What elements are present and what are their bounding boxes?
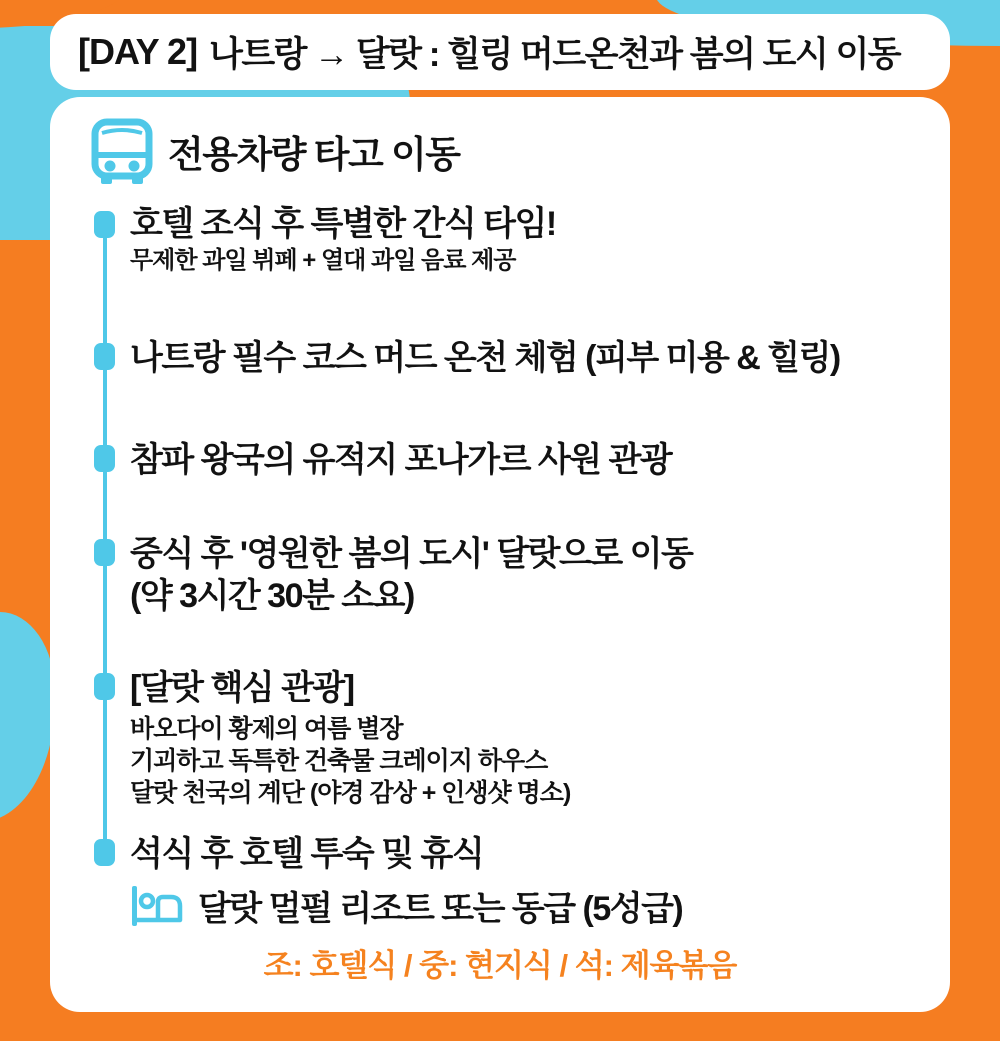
item-title: 석식 후 호텔 투숙 및 휴식 <box>130 835 484 873</box>
item-title: 참파 왕국의 유적지 포나가르 사원 관광 <box>130 441 672 479</box>
hotel-name: 달랏 멀펄 리조트 또는 동급 (5성급) <box>198 890 683 928</box>
itinerary-item-4 <box>130 533 692 617</box>
item-detail: 달랏 천국의 계단 (야경 감상 + 인생샷 명소) <box>130 779 571 807</box>
day-label: [DAY 2] <box>78 31 198 72</box>
item-title: 중식 후 '영원한 봄의 도시' 달랏으로 이동 <box>130 535 693 573</box>
background-blob-mid-left <box>0 612 55 822</box>
item-title-line2: (약 3시간 30분 소요) <box>130 577 414 615</box>
timeline-bullet <box>94 839 115 866</box>
bed-icon <box>130 884 186 928</box>
transport-row <box>90 117 460 185</box>
itinerary-item-1 <box>130 203 556 276</box>
item-title: 나트랑 필수 코스 머드 온천 체험 (피부 미용 & 힐링) <box>130 339 840 377</box>
item-detail: 기괴하고 독특한 건축물 크레이지 하우스 <box>130 747 548 775</box>
item-detail: 무제한 과일 뷔페 + 열대 과일 음료 제공 <box>130 247 516 274</box>
hotel-row <box>130 881 682 930</box>
timeline-bullet <box>94 211 115 238</box>
timeline-line <box>103 219 107 851</box>
itinerary-item-6 <box>130 833 682 930</box>
timeline-bullet <box>94 539 115 566</box>
itinerary-item-3 <box>130 439 671 481</box>
timeline-bullet <box>94 445 115 472</box>
itinerary-card <box>50 97 950 1012</box>
bus-icon <box>90 117 154 185</box>
item-title: 호텔 조식 후 특별한 간식 타임! <box>130 205 556 243</box>
day-header-card <box>50 14 950 90</box>
transport-label: 전용차량 타고 이동 <box>168 134 460 175</box>
timeline-bullet <box>94 673 115 700</box>
itinerary-item-5 <box>130 667 570 809</box>
meals-info: 조: 호텔식 / 중: 현지식 / 석: 제육볶음 <box>263 948 737 983</box>
timeline-bullet <box>94 343 115 370</box>
day-title: 나트랑 → 달랏 : 힐링 머드온천과 봄의 도시 이동 <box>209 35 901 74</box>
item-detail: 바오다이 황제의 여름 별장 <box>130 715 403 743</box>
item-title: [달랏 핵심 관광] <box>130 669 354 707</box>
itinerary-item-2 <box>130 337 840 379</box>
